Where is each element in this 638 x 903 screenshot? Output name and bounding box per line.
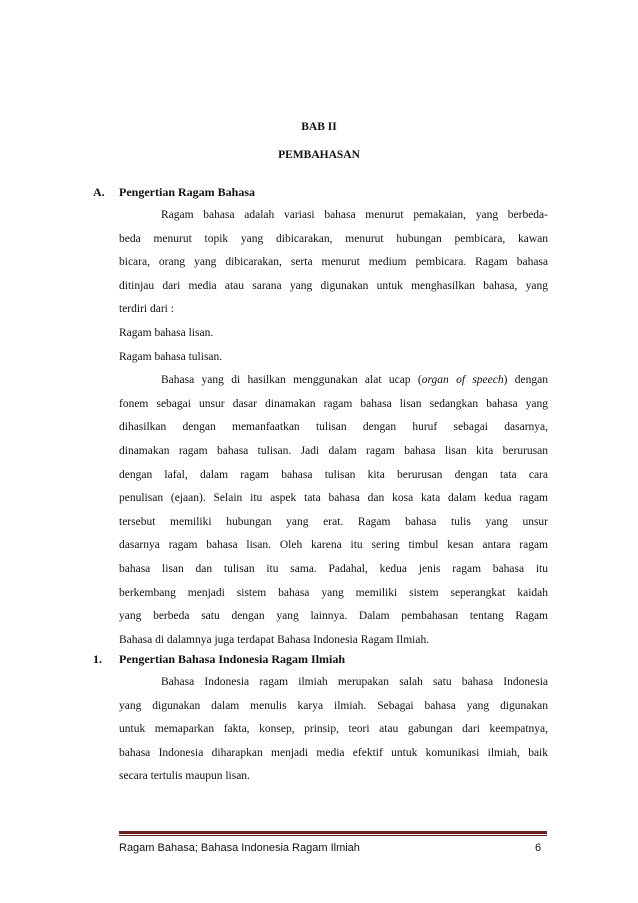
text-line: tersebut memiliki hubungan yang erat. Ragam bahasa tulis yang unsur [119, 515, 548, 528]
text-line: yang digunakan dalam menulis karya ilmiah. Sebagai bahasa yang digunakan [119, 699, 548, 712]
section-a-marker: A. [93, 185, 105, 199]
section-a-title: Pengertian Ragam Bahasa [119, 185, 255, 199]
text-line: dinamakan ragam bahasa tulisan. Jadi dalam ragam bahasa lisan kita berurusan [119, 444, 548, 457]
section-a-paragraph-1 [119, 204, 548, 652]
text-span: Bahasa yang di hasilkan menggunakan alat ucap ( [161, 374, 422, 387]
text-line: dihasilkan dengan memanfaatkan tulisan dengan huruf sebagai dasarnya, [119, 421, 548, 434]
text-line: yang berbeda satu dengan yang lainnya. Dalam pembahasan tentang Ragam [119, 610, 548, 623]
text-line: penulisan (ejaan). Selain itu aspek tata bahasa dan kosa kata dalam kedua ragam [119, 492, 548, 505]
text-line: berkembang menjadi sistem bahasa yang memiliki sistem seperangkat kaidah [119, 586, 548, 599]
footer-divider-thin [119, 835, 547, 836]
text-line: ditinjau dari media atau sarana yang digunakan untuk menghasilkan bahasa, yang [119, 279, 548, 292]
list-item: Ragam bahasa tulisan. [119, 350, 223, 363]
footer-title: Ragam Bahasa; Bahasa Indonesia Ragam Ilmiah [119, 842, 360, 854]
text-line: bahasa lisan dan tulisan itu sama. Padahal, kedua jenis ragam bahasa itu [119, 562, 548, 575]
text-line: Bahasa Indonesia ragam ilmiah merupakan salah satu bahasa Indonesia [161, 676, 548, 688]
chapter-title: PEMBAHASAN [278, 149, 360, 161]
text-line: Ragam bahasa adalah variasi bahasa menurut pemakaian, yang berbeda- [161, 209, 548, 221]
text-line: dasarnya ragam bahasa lisan. Oleh karena itu sering timbul kesan antara ragam [119, 539, 548, 552]
text-line: fonem sebagai unsur dasar dinamakan ragam bahasa lisan sedangkan bahasa yang [119, 397, 548, 410]
section-a-heading [93, 185, 255, 200]
section-1-marker: 1. [93, 652, 102, 666]
section-1-paragraph [119, 671, 548, 789]
text-line: bahasa Indonesia diharapkan menjadi media efektif untuk komunikasi ilmiah, baik [119, 746, 548, 759]
text-line: beda menurut topik yang dibicarakan, menurut hubungan pembicara, kawan [119, 232, 548, 245]
text-span: ) dengan [503, 374, 548, 387]
text-line: secara tertulis maupun lisan. [119, 770, 250, 783]
text-line: terdiri dari : [119, 303, 174, 316]
footer-divider [119, 831, 547, 834]
chapter-label: BAB II [301, 121, 337, 133]
page-number: 6 [535, 842, 542, 854]
text-line: bicara, orang yang dibicarakan, serta menurut medium pembicara. Ragam bahasa [119, 256, 548, 269]
text-line: untuk memaparkan fakta, konsep, prinsip, teori atau gabungan dari keempatnya, [119, 723, 548, 736]
text-line [119, 369, 548, 393]
italic-term: organ of speech [421, 374, 504, 387]
section-1-heading [93, 652, 345, 667]
text-line: dengan lafal, dalam ragam bahasa tulisan kita berurusan dengan tata cara [119, 468, 548, 481]
list-item: Ragam bahasa lisan. [119, 326, 214, 339]
section-1-title: Pengertian Bahasa Indonesia Ragam Ilmiah [119, 652, 346, 666]
text-line: Bahasa di dalamnya juga terdapat Bahasa Indonesia Ragam Ilmiah. [119, 633, 430, 646]
